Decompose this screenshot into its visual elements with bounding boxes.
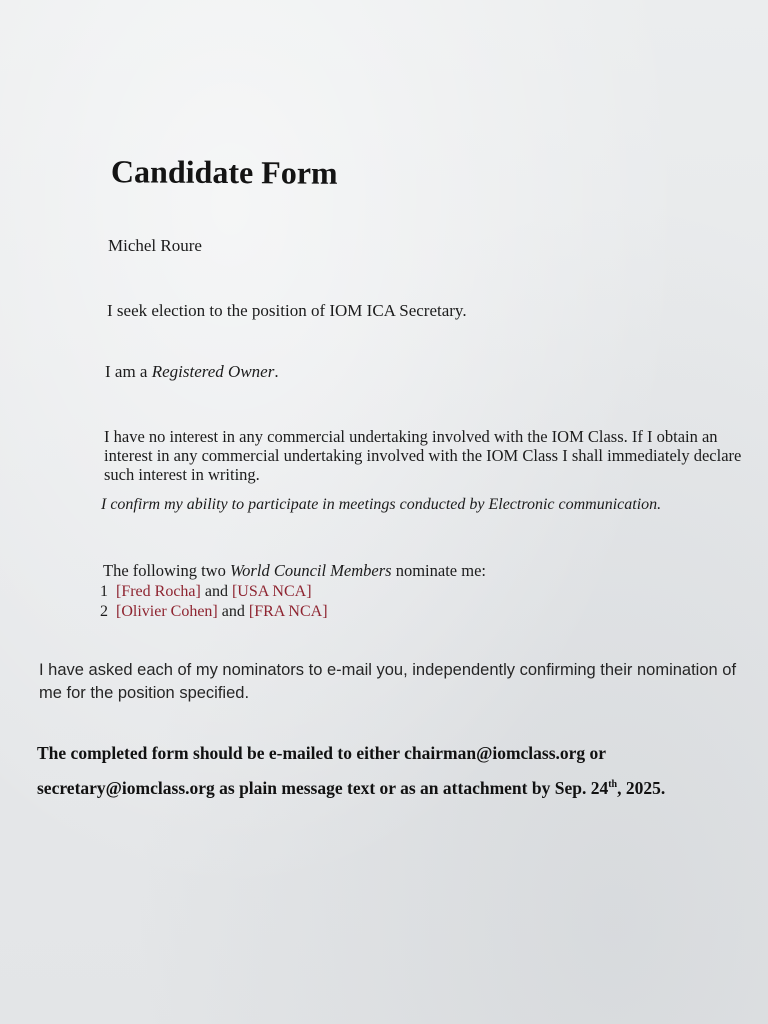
owner-statement <box>105 362 279 382</box>
nomination-suffix: nominate me: <box>391 561 486 580</box>
nominator-name: Olivier Cohen <box>121 603 213 620</box>
nominator-name: Fred Rocha <box>121 583 196 600</box>
submission-line-2-end: , 2025. <box>617 777 666 798</box>
nominator-nca-field: [FRA NCA] <box>248 603 328 620</box>
nominator-nca-field: [USA NCA] <box>231 583 312 600</box>
date-ordinal: th <box>608 779 618 790</box>
nomination-prefix: The following two <box>103 561 230 580</box>
owner-status: Registered Owner <box>151 362 275 381</box>
page-title: Candidate Form <box>110 153 338 191</box>
candidate-name: Michel Roure <box>108 236 202 255</box>
nominator-number: 2 <box>100 603 108 620</box>
seek-statement: I seek election to the position of IOM ICA Secretary. <box>107 301 467 320</box>
nominator-nca: USA NCA <box>237 583 307 600</box>
nominator-name-field: [Olivier Cohen] <box>116 603 218 620</box>
nominator-number: 1 <box>100 583 108 600</box>
world-council-members-label: World Council Members <box>229 561 392 580</box>
submission-line-1: The completed form should be e-mailed to either chairman@iomclass.org or <box>37 743 607 763</box>
nomination-intro <box>103 561 486 581</box>
nominator-nca: FRA NCA <box>254 603 323 620</box>
nominator-name-field: [Fred Rocha] <box>116 583 201 600</box>
nominator-joiner: and <box>221 603 245 620</box>
confirm-statement: I confirm my ability to participate in meetings conducted by Electronic communication. <box>101 496 662 513</box>
submission-line-2: secretary@iomclass.org as plain message text or as an attachment by Sep. 24 <box>37 777 609 798</box>
asked-statement: I have asked each of my nominators to e-mail you, independently confirming their nomination of me for the position specified. <box>39 661 737 702</box>
nominator-row <box>100 603 328 621</box>
nominator-row <box>100 583 312 601</box>
nominator-joiner: and <box>204 583 228 600</box>
owner-suffix: . <box>274 362 279 381</box>
owner-prefix: I am a <box>105 362 152 381</box>
submission-instructions <box>37 738 757 804</box>
interest-statement: I have no interest in any commercial undertaking involved with the IOM Class. If I obtain an interest in any commercial undertaking involved with the IOM Class I shall immediately declare such interest in writing. <box>104 427 742 484</box>
